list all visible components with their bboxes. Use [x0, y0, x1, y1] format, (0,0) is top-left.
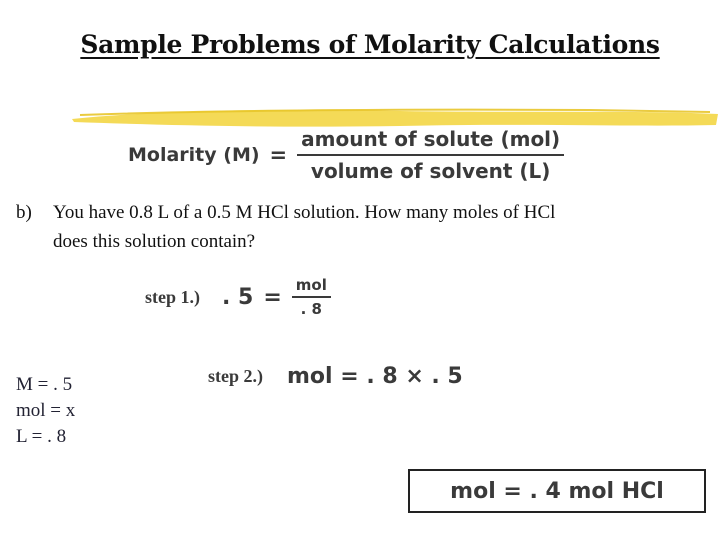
step-1-equals: =	[263, 284, 282, 310]
variable-molarity: M = . 5	[16, 374, 73, 395]
step-2-expression: mol = . 8 × . 5	[287, 364, 463, 389]
variable-moles: mol = x	[16, 400, 76, 421]
step-2	[208, 364, 463, 389]
step-1-expression	[222, 274, 331, 320]
step-1-numerator: mol	[295, 276, 327, 294]
problem-label: b)	[16, 202, 32, 223]
step-1-lhs: . 5	[222, 284, 254, 310]
step-1-label: step 1.)	[145, 286, 200, 307]
step-2-label: step 2.)	[208, 366, 263, 386]
formula-fraction	[297, 124, 564, 186]
answer-box	[408, 469, 706, 513]
problem-line-1	[16, 198, 716, 227]
problem-text-2: does this solution contain?	[53, 231, 256, 252]
variable-list	[16, 372, 75, 450]
formula-numerator: amount of solute (mol)	[301, 127, 561, 151]
problem-statement	[16, 198, 716, 256]
step-1	[145, 274, 331, 320]
page-title: Sample Problems of Molarity Calculations	[80, 30, 660, 59]
molarity-formula	[128, 124, 564, 186]
variable-volume: L = . 8	[16, 426, 67, 447]
step-1-fraction	[292, 274, 331, 320]
answer-text: mol = . 4 mol HCl	[450, 478, 664, 504]
formula-denominator: volume of solvent (L)	[310, 159, 551, 183]
problem-text-1: You have 0.8 L of a 0.5 M HCl solution. How many moles of HCl	[53, 202, 556, 223]
step-1-denominator: . 8	[300, 300, 322, 318]
formula-equals: =	[269, 143, 288, 167]
formula-lhs: Molarity (M)	[128, 144, 260, 166]
